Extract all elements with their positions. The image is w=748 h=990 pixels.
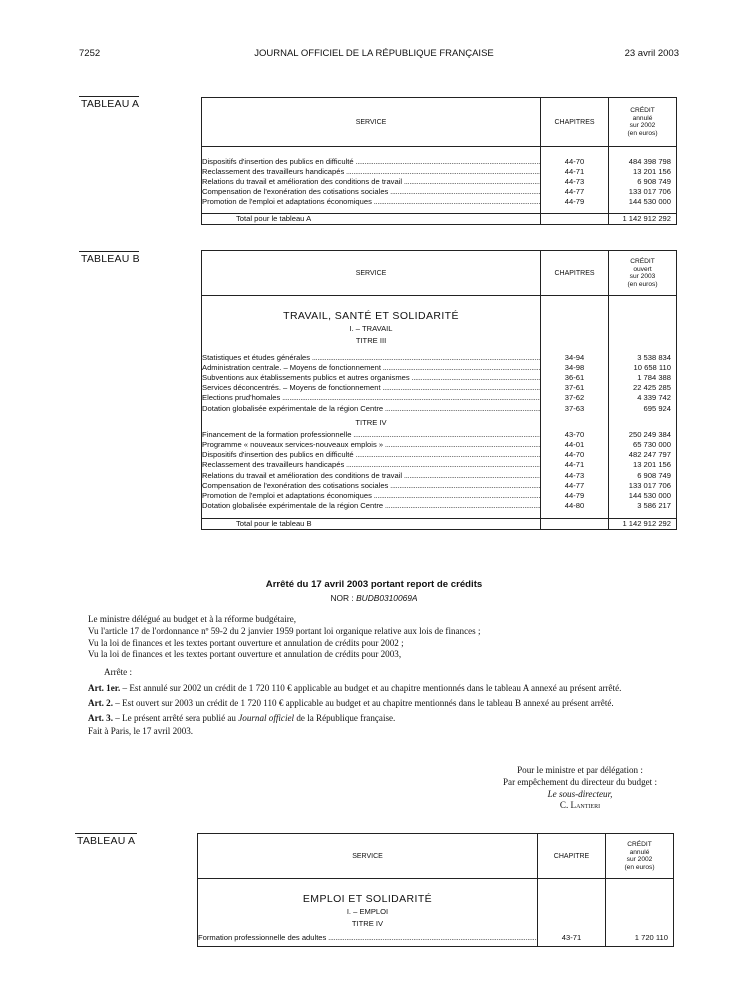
row-chapter: 34-98 (541, 363, 609, 373)
total-amount: 1 142 912 292 (609, 518, 677, 529)
row-amount: 10 658 110 (609, 363, 677, 373)
row-amount: 133 017 706 (609, 187, 677, 197)
section-heading: I. – TRAVAIL (202, 324, 541, 336)
row-chapter: 36-61 (541, 373, 609, 383)
table-tag: TABLEAU A (81, 98, 140, 110)
row-chapter: 43-70 (541, 430, 609, 440)
table-row (202, 177, 677, 187)
tag-rule (75, 833, 137, 834)
row-chapter: 37-62 (541, 393, 609, 403)
decree-title: Arrêté du 17 avril 2003 portant report de crédits (265, 579, 483, 590)
row-label: Dispositifs d'insertion des publics en difficulté ..... (202, 157, 541, 166)
row-label: Elections prud'homales ..... (202, 393, 541, 402)
row-chapter: 44-73 (541, 177, 609, 187)
article-2: Art. 2. – Est ouvert sur 2003 un crédit de 1 720 110 € applicable au budget et au chapitre mentionnés dans le tableau B annexé au présent arrêté. (88, 697, 614, 708)
row-amount: 13 201 156 (609, 167, 677, 177)
row-label: Subventions aux établissements publics et autres organismes ..... (202, 373, 541, 382)
total-row (202, 518, 677, 529)
table-row (202, 363, 677, 373)
decree-body (80, 614, 674, 738)
table-row (202, 481, 677, 491)
decree-intro: Le ministre délégué au budget et à la réforme budgétaire, (88, 614, 297, 624)
row-amount: 6 908 749 (609, 471, 677, 481)
table-b (201, 250, 677, 530)
row-chapter: 37-61 (541, 383, 609, 393)
row-label: Financement de la formation professionnelle ..... (202, 430, 541, 439)
row-label: Reclassement des travailleurs handicapés ..... (202, 460, 541, 469)
row-label: Services déconcentrés. – Moyens de fonctionnement ..... (202, 383, 541, 392)
table-row (202, 383, 677, 393)
table-a (201, 97, 677, 225)
titre-heading: TITRE III (202, 336, 541, 348)
row-chapter: 44-73 (541, 471, 609, 481)
row-label: Programme « nouveaux services-nouveaux emplois » ..... (202, 440, 541, 449)
row-amount: 144 530 000 (609, 197, 677, 207)
row-amount: 144 530 000 (609, 491, 677, 501)
row-amount: 13 201 156 (609, 460, 677, 470)
section-heading: I. – EMPLOI (198, 907, 538, 919)
row-label: Compensation de l'exonération des cotisations sociales ..... (202, 481, 541, 490)
table-tag: TABLEAU B (81, 253, 140, 265)
table-row (198, 933, 674, 943)
table-row (202, 501, 677, 511)
vu-clause: Vu l'article 17 de l'ordonnance nº 59-2 du 2 janvier 1959 portant loi organique relative aux lois de finances ; (88, 625, 481, 636)
row-chapter: 44-77 (541, 187, 609, 197)
row-amount: 133 017 706 (609, 481, 677, 491)
row-label: Relations du travail et amélioration des conditions de travail ..... (202, 177, 541, 186)
journal-title: JOURNAL OFFICIEL DE LA RÉPUBLIQUE FRANÇAISE (254, 48, 494, 59)
nor-reference: NOR : BUDB0310069A (330, 593, 418, 603)
ministry-heading: EMPLOI ET SOLIDARITÉ (198, 893, 538, 907)
row-amount: 1 784 388 (609, 373, 677, 383)
vu-clause: Vu la loi de finances et les textes portant ouverture et annulation de crédits pour 2003, (88, 649, 402, 660)
article-3: Art. 3. – Le présent arrêté sera publié au Journal officiel de la République française. (88, 712, 396, 723)
total-amount: 1 142 912 292 (609, 214, 677, 225)
table-row (202, 157, 677, 167)
table-row (202, 373, 677, 383)
table-row (202, 430, 677, 440)
titre-heading: TITRE IV (202, 418, 541, 430)
row-label: Dotation globalisée expérimentale de la région Centre ..... (202, 404, 541, 413)
row-amount: 482 247 797 (609, 450, 677, 460)
vu-clause: Vu la loi de finances et les textes portant ouverture et annulation de crédits pour 2002 ; (88, 637, 404, 648)
row-chapter: 43-71 (538, 933, 606, 943)
row-chapter: 44-71 (541, 167, 609, 177)
row-label: Promotion de l'emploi et adaptations économiques ..... (202, 197, 541, 206)
titre-heading: TITRE IV (198, 919, 538, 933)
row-chapter: 44-79 (541, 197, 609, 207)
row-amount: 22 425 285 (609, 383, 677, 393)
table-a-annex (197, 833, 674, 947)
row-amount: 4 339 742 (609, 393, 677, 403)
row-label: Reclassement des travailleurs handicapés ..... (202, 167, 541, 176)
row-label: Statistiques et études générales ..... (202, 353, 541, 362)
signature-block: Pour le ministre et par délégation : Par empêchement du directeur du budget : Le sous-directeur, C. Lantieri (502, 765, 658, 811)
col-header-credit: CRÉDIT annulé sur 2002 (en euros) (609, 98, 677, 147)
total-label: Total pour le tableau A (202, 214, 541, 225)
row-chapter: 34-94 (541, 353, 609, 363)
row-chapter: 44-79 (541, 491, 609, 501)
row-amount: 695 924 (609, 404, 677, 414)
col-header-chapitres: CHAPITRES (541, 251, 609, 296)
row-amount: 1 720 110 (606, 933, 674, 943)
row-label: Relations du travail et amélioration des conditions de travail ..... (202, 471, 541, 480)
table-row (202, 187, 677, 197)
row-amount: 3 538 834 (609, 353, 677, 363)
row-amount: 250 249 384 (609, 430, 677, 440)
row-label: Promotion de l'emploi et adaptations économiques ..... (202, 491, 541, 500)
col-header-credit: CRÉDIT annulé sur 2002 (en euros) (606, 834, 674, 879)
row-chapter: 44-71 (541, 460, 609, 470)
col-header-chapitres: CHAPITRES (541, 98, 609, 147)
arrete-line: Arrête : (104, 667, 133, 678)
col-header-service: SERVICE (198, 834, 538, 879)
tag-rule (79, 251, 139, 252)
row-amount: 6 908 749 (609, 177, 677, 187)
row-chapter: 44-77 (541, 481, 609, 491)
table-row (202, 460, 677, 470)
col-header-service: SERVICE (202, 251, 541, 296)
table-row (202, 197, 677, 207)
row-label: Compensation de l'exonération des cotisations sociales ..... (202, 187, 541, 196)
fait-line: Fait à Paris, le 17 avril 2003. (88, 726, 194, 737)
col-header-service: SERVICE (202, 98, 541, 147)
total-row (202, 214, 677, 225)
row-chapter: 44-70 (541, 450, 609, 460)
row-chapter: 37-63 (541, 404, 609, 414)
issue-date: 23 avril 2003 (624, 48, 679, 59)
row-amount: 65 730 000 (609, 440, 677, 450)
col-header-credit: CRÉDIT ouvert sur 2003 (en euros) (609, 251, 677, 296)
row-amount: 3 586 217 (609, 501, 677, 511)
table-row (202, 404, 677, 414)
row-label: Dispositifs d'insertion des publics en difficulté ..... (202, 450, 541, 459)
row-amount: 484 398 798 (609, 157, 677, 167)
row-chapter: 44-70 (541, 157, 609, 167)
col-header-chapitre: CHAPITRE (538, 834, 606, 879)
table-row (202, 353, 677, 363)
tag-rule (79, 96, 139, 97)
total-label: Total pour le tableau B (202, 518, 541, 529)
table-row (202, 471, 677, 481)
row-label: Dotation globalisée expérimentale de la région Centre ..... (202, 501, 541, 510)
table-tag: TABLEAU A (77, 835, 136, 847)
table-row (202, 167, 677, 177)
table-row (202, 440, 677, 450)
article-1: Art. 1er. – Est annulé sur 2002 un crédit de 1 720 110 € applicable au budget et au chapitre mentionnés dans le tableau A annexé au présent arrêté. (88, 682, 622, 693)
ministry-heading: TRAVAIL, SANTÉ ET SOLIDARITÉ (202, 310, 541, 324)
table-row (202, 393, 677, 403)
row-chapter: 44-80 (541, 501, 609, 511)
table-row (202, 450, 677, 460)
row-chapter: 44-01 (541, 440, 609, 450)
row-label: Administration centrale. – Moyens de fonctionnement ..... (202, 363, 541, 372)
page-number: 7252 (79, 48, 101, 59)
table-row (202, 491, 677, 501)
row-label: Formation professionnelle des adultes ..... (198, 933, 538, 942)
